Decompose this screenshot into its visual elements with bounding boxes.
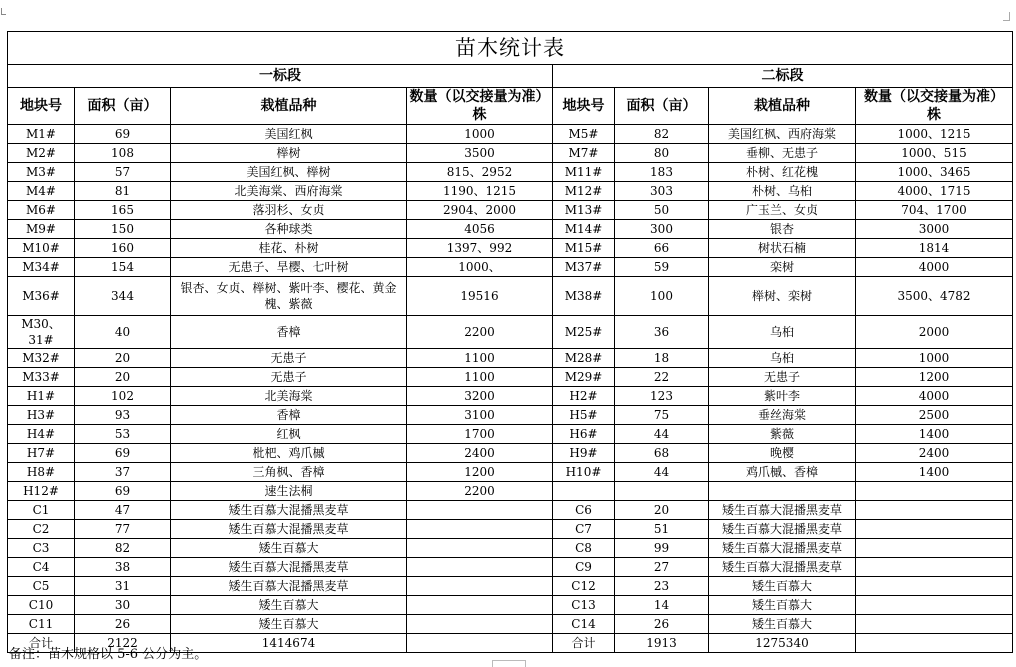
cell-species: 各种球类 [171, 220, 407, 239]
cell-species: 垂丝海棠 [709, 406, 856, 425]
cell-plot: M33# [8, 368, 75, 387]
cell-area: 82 [615, 125, 709, 144]
table-row [8, 558, 1013, 577]
cell-quantity [407, 634, 553, 653]
cell-area [615, 482, 709, 501]
cell-plot: C2 [8, 520, 75, 539]
table-row [8, 520, 1013, 539]
cell-species: 矮生百慕大 [171, 539, 407, 558]
cell-species: 枇杷、鸡爪槭 [171, 444, 407, 463]
cell-species: 无患子 [171, 349, 407, 368]
cell-quantity [407, 558, 553, 577]
cell-plot: 合计 [8, 634, 75, 653]
cell-quantity [856, 482, 1013, 501]
cell-quantity: 1000、3465 [856, 163, 1013, 182]
cell-species: 美国红枫、西府海棠 [709, 125, 856, 144]
cell-area: 57 [75, 163, 171, 182]
table-row [8, 577, 1013, 596]
cell-area: 20 [615, 501, 709, 520]
cell-area: 108 [75, 144, 171, 163]
cell-species: 矮生百慕大混播黑麦草 [171, 577, 407, 596]
section-left-header: 一标段 [8, 65, 553, 88]
cell-plot: M30、31# [8, 316, 75, 349]
cell-plot: M13# [553, 201, 615, 220]
cell-area: 31 [75, 577, 171, 596]
cell-species: 1275340 [709, 634, 856, 653]
section-right-header: 二标段 [553, 65, 1013, 88]
cell-plot: M2# [8, 144, 75, 163]
cell-quantity [856, 501, 1013, 520]
cell-quantity: 1200 [856, 368, 1013, 387]
cell-species: 银杏、女贞、榉树、紫叶李、樱花、黄金槐、紫薇 [171, 277, 407, 316]
table-row [8, 220, 1013, 239]
col-header-area: 面积（亩） [75, 88, 171, 125]
cell-area: 344 [75, 277, 171, 316]
cell-species: 矮生百慕大混播黑麦草 [709, 520, 856, 539]
cell-area: 69 [75, 125, 171, 144]
cell-quantity: 2500 [856, 406, 1013, 425]
cell-quantity: 704、1700 [856, 201, 1013, 220]
cell-species: 银杏 [709, 220, 856, 239]
cell-species: 无患子、旱樱、七叶树 [171, 258, 407, 277]
cell-species: 美国红枫、榉树 [171, 163, 407, 182]
cell-plot: H9# [553, 444, 615, 463]
cell-quantity: 1397、992 [407, 239, 553, 258]
cell-plot: H12# [8, 482, 75, 501]
cell-area: 69 [75, 482, 171, 501]
cell-species: 朴树、红花槐 [709, 163, 856, 182]
cell-area: 53 [75, 425, 171, 444]
cell-species: 乌桕 [709, 316, 856, 349]
table-row [8, 596, 1013, 615]
cell-plot: M12# [553, 182, 615, 201]
paragraph-mark-icon [1, 8, 6, 15]
cell-area: 44 [615, 463, 709, 482]
cell-plot: H10# [553, 463, 615, 482]
cell-species: 栾树 [709, 258, 856, 277]
cell-species: 落羽杉、女贞 [171, 201, 407, 220]
cell-area: 154 [75, 258, 171, 277]
cell-area: 2122 [75, 634, 171, 653]
table-row [8, 615, 1013, 634]
cell-plot: H6# [553, 425, 615, 444]
table-row [8, 501, 1013, 520]
cell-area: 40 [75, 316, 171, 349]
cell-quantity: 19516 [407, 277, 553, 316]
cell-area: 59 [615, 258, 709, 277]
cell-plot: M10# [8, 239, 75, 258]
table-row [8, 463, 1013, 482]
col-header-quantity: 数量（以交接量为准）株 [856, 88, 1013, 125]
cell-species: 榉树、栾树 [709, 277, 856, 316]
table-row [8, 482, 1013, 501]
cell-quantity: 3200 [407, 387, 553, 406]
cell-plot: M38# [553, 277, 615, 316]
cell-quantity: 3500、4782 [856, 277, 1013, 316]
cell-species: 晚樱 [709, 444, 856, 463]
cell-plot: C6 [553, 501, 615, 520]
cell-quantity [407, 577, 553, 596]
table-row [8, 406, 1013, 425]
cell-plot: M1# [8, 125, 75, 144]
cell-area: 18 [615, 349, 709, 368]
cell-area: 36 [615, 316, 709, 349]
cell-plot: M5# [553, 125, 615, 144]
cell-area: 80 [615, 144, 709, 163]
cell-plot: H7# [8, 444, 75, 463]
cell-area: 93 [75, 406, 171, 425]
cell-species: 北美海棠、西府海棠 [171, 182, 407, 201]
cell-species: 紫叶李 [709, 387, 856, 406]
cell-area: 81 [75, 182, 171, 201]
cell-quantity: 2400 [856, 444, 1013, 463]
cell-plot: C8 [553, 539, 615, 558]
cell-plot: C4 [8, 558, 75, 577]
cell-quantity: 1700 [407, 425, 553, 444]
table-row [8, 425, 1013, 444]
cell-quantity [407, 596, 553, 615]
cell-plot: C11 [8, 615, 75, 634]
cell-area: 99 [615, 539, 709, 558]
cell-quantity: 815、2952 [407, 163, 553, 182]
cell-quantity: 1000、1215 [856, 125, 1013, 144]
cell-area: 23 [615, 577, 709, 596]
cell-quantity: 3500 [407, 144, 553, 163]
cell-plot: C14 [553, 615, 615, 634]
cell-quantity: 3100 [407, 406, 553, 425]
cell-plot: M34# [8, 258, 75, 277]
cell-quantity: 1400 [856, 463, 1013, 482]
table-row [8, 201, 1013, 220]
cell-area: 68 [615, 444, 709, 463]
table-row [8, 182, 1013, 201]
cell-quantity: 1000、 [407, 258, 553, 277]
cell-plot: M28# [553, 349, 615, 368]
cell-plot: C10 [8, 596, 75, 615]
cell-quantity [856, 520, 1013, 539]
cell-quantity: 3000 [856, 220, 1013, 239]
cell-plot: C7 [553, 520, 615, 539]
cell-area: 44 [615, 425, 709, 444]
col-header-species: 栽植品种 [709, 88, 856, 125]
cell-quantity [856, 634, 1013, 653]
cell-species: 树状石楠 [709, 239, 856, 258]
cell-area: 150 [75, 220, 171, 239]
cell-species [709, 482, 856, 501]
cell-quantity [856, 539, 1013, 558]
cell-plot: M37# [553, 258, 615, 277]
cell-area: 38 [75, 558, 171, 577]
table-row [8, 125, 1013, 144]
cell-area: 77 [75, 520, 171, 539]
cell-species: 广玉兰、女贞 [709, 201, 856, 220]
cell-species: 北美海棠 [171, 387, 407, 406]
cell-species: 榉树 [171, 144, 407, 163]
cell-plot: H5# [553, 406, 615, 425]
cell-area: 20 [75, 349, 171, 368]
cell-species: 美国红枫 [171, 125, 407, 144]
cell-species: 矮生百慕大混播黑麦草 [709, 558, 856, 577]
cell-plot: M11# [553, 163, 615, 182]
cell-plot: C5 [8, 577, 75, 596]
cell-species: 矮生百慕大 [709, 577, 856, 596]
cell-quantity: 2200 [407, 482, 553, 501]
cell-quantity [856, 558, 1013, 577]
cell-plot: H3# [8, 406, 75, 425]
cell-species: 无患子 [171, 368, 407, 387]
cell-plot [553, 482, 615, 501]
cell-area: 50 [615, 201, 709, 220]
col-header-area: 面积（亩） [615, 88, 709, 125]
table-row [8, 316, 1013, 349]
cell-plot: 合计 [553, 634, 615, 653]
cell-area: 300 [615, 220, 709, 239]
cell-plot: M29# [553, 368, 615, 387]
cell-quantity: 2200 [407, 316, 553, 349]
cell-quantity [407, 615, 553, 634]
table-note: 备注：苗木规格以 5-6 公分为主。 [9, 647, 208, 662]
cell-plot: C3 [8, 539, 75, 558]
table-row [8, 277, 1013, 316]
cell-area: 183 [615, 163, 709, 182]
cell-area: 1913 [615, 634, 709, 653]
cell-plot: H2# [553, 387, 615, 406]
cell-plot: M14# [553, 220, 615, 239]
cell-area: 100 [615, 277, 709, 316]
table-title: 苗木统计表 [8, 32, 1013, 65]
col-header-plot: 地块号 [553, 88, 615, 125]
cell-area: 26 [75, 615, 171, 634]
table-row [8, 239, 1013, 258]
cell-species: 矮生百慕大混播黑麦草 [709, 539, 856, 558]
cell-species: 矮生百慕大混播黑麦草 [171, 558, 407, 577]
cell-species: 乌桕 [709, 349, 856, 368]
cell-plot: M9# [8, 220, 75, 239]
table-row [8, 444, 1013, 463]
cell-quantity: 1100 [407, 368, 553, 387]
cell-quantity: 2400 [407, 444, 553, 463]
cell-quantity [856, 615, 1013, 634]
cell-quantity: 2000 [856, 316, 1013, 349]
cell-plot: M6# [8, 201, 75, 220]
col-header-species: 栽植品种 [171, 88, 407, 125]
table-row [8, 539, 1013, 558]
cell-species: 无患子 [709, 368, 856, 387]
cell-area: 75 [615, 406, 709, 425]
table-row [8, 368, 1013, 387]
cell-area: 27 [615, 558, 709, 577]
cell-area: 14 [615, 596, 709, 615]
cell-species: 速生法桐 [171, 482, 407, 501]
cell-quantity: 1200 [407, 463, 553, 482]
cell-plot: C12 [553, 577, 615, 596]
cell-plot: H8# [8, 463, 75, 482]
cell-quantity [407, 539, 553, 558]
cell-quantity: 4000 [856, 258, 1013, 277]
cell-area: 30 [75, 596, 171, 615]
seedling-table [7, 31, 1013, 653]
cell-plot: M36# [8, 277, 75, 316]
cell-quantity: 4056 [407, 220, 553, 239]
table-row [8, 387, 1013, 406]
cell-area: 69 [75, 444, 171, 463]
cell-area: 160 [75, 239, 171, 258]
cell-quantity: 2904、2000 [407, 201, 553, 220]
cell-plot: M25# [553, 316, 615, 349]
cell-plot: M7# [553, 144, 615, 163]
cell-species: 矮生百慕大混播黑麦草 [709, 501, 856, 520]
cell-species: 朴树、乌桕 [709, 182, 856, 201]
cell-area: 51 [615, 520, 709, 539]
cell-area: 20 [75, 368, 171, 387]
cell-quantity: 1000 [407, 125, 553, 144]
cell-species: 矮生百慕大混播黑麦草 [171, 501, 407, 520]
cell-area: 165 [75, 201, 171, 220]
cell-quantity [407, 520, 553, 539]
cell-plot: H1# [8, 387, 75, 406]
cell-quantity [856, 577, 1013, 596]
cell-species: 矮生百慕大 [171, 615, 407, 634]
table-row [8, 349, 1013, 368]
cell-area: 102 [75, 387, 171, 406]
cell-species: 垂柳、无患子 [709, 144, 856, 163]
cell-quantity [407, 501, 553, 520]
cell-quantity: 4000、1715 [856, 182, 1013, 201]
cell-plot: C1 [8, 501, 75, 520]
cell-species: 矮生百慕大 [709, 596, 856, 615]
cell-quantity: 1100 [407, 349, 553, 368]
cell-area: 22 [615, 368, 709, 387]
cell-species: 桂花、朴树 [171, 239, 407, 258]
cell-quantity [856, 596, 1013, 615]
cell-plot: M3# [8, 163, 75, 182]
table-row [8, 258, 1013, 277]
cell-area: 303 [615, 182, 709, 201]
table-row [8, 144, 1013, 163]
cell-area: 66 [615, 239, 709, 258]
cell-species: 矮生百慕大混播黑麦草 [171, 520, 407, 539]
cell-species: 香樟 [171, 316, 407, 349]
cell-area: 26 [615, 615, 709, 634]
margin-corner-mark [1003, 12, 1010, 21]
cell-species: 红枫 [171, 425, 407, 444]
col-header-plot: 地块号 [8, 88, 75, 125]
cell-species: 三角枫、香樟 [171, 463, 407, 482]
cell-species: 紫薇 [709, 425, 856, 444]
cell-species: 香樟 [171, 406, 407, 425]
cell-species: 矮生百慕大 [171, 596, 407, 615]
cell-area: 47 [75, 501, 171, 520]
cell-quantity: 4000 [856, 387, 1013, 406]
cell-area: 123 [615, 387, 709, 406]
col-header-quantity: 数量（以交接量为准）株 [407, 88, 553, 125]
cell-quantity: 1000 [856, 349, 1013, 368]
cell-area: 82 [75, 539, 171, 558]
seedling-statistics-sheet [7, 31, 1012, 653]
cell-quantity: 1400 [856, 425, 1013, 444]
cell-quantity: 1814 [856, 239, 1013, 258]
cell-plot: H4# [8, 425, 75, 444]
cell-quantity: 1000、515 [856, 144, 1013, 163]
cell-plot: M32# [8, 349, 75, 368]
cell-species: 1414674 [171, 634, 407, 653]
table-row [8, 163, 1013, 182]
cell-quantity: 1190、1215 [407, 182, 553, 201]
cell-plot: C13 [553, 596, 615, 615]
cell-plot: M4# [8, 182, 75, 201]
cell-plot: M15# [553, 239, 615, 258]
cell-species: 鸡爪槭、香樟 [709, 463, 856, 482]
cell-area: 37 [75, 463, 171, 482]
cell-species: 矮生百慕大 [709, 615, 856, 634]
cell-plot: C9 [553, 558, 615, 577]
